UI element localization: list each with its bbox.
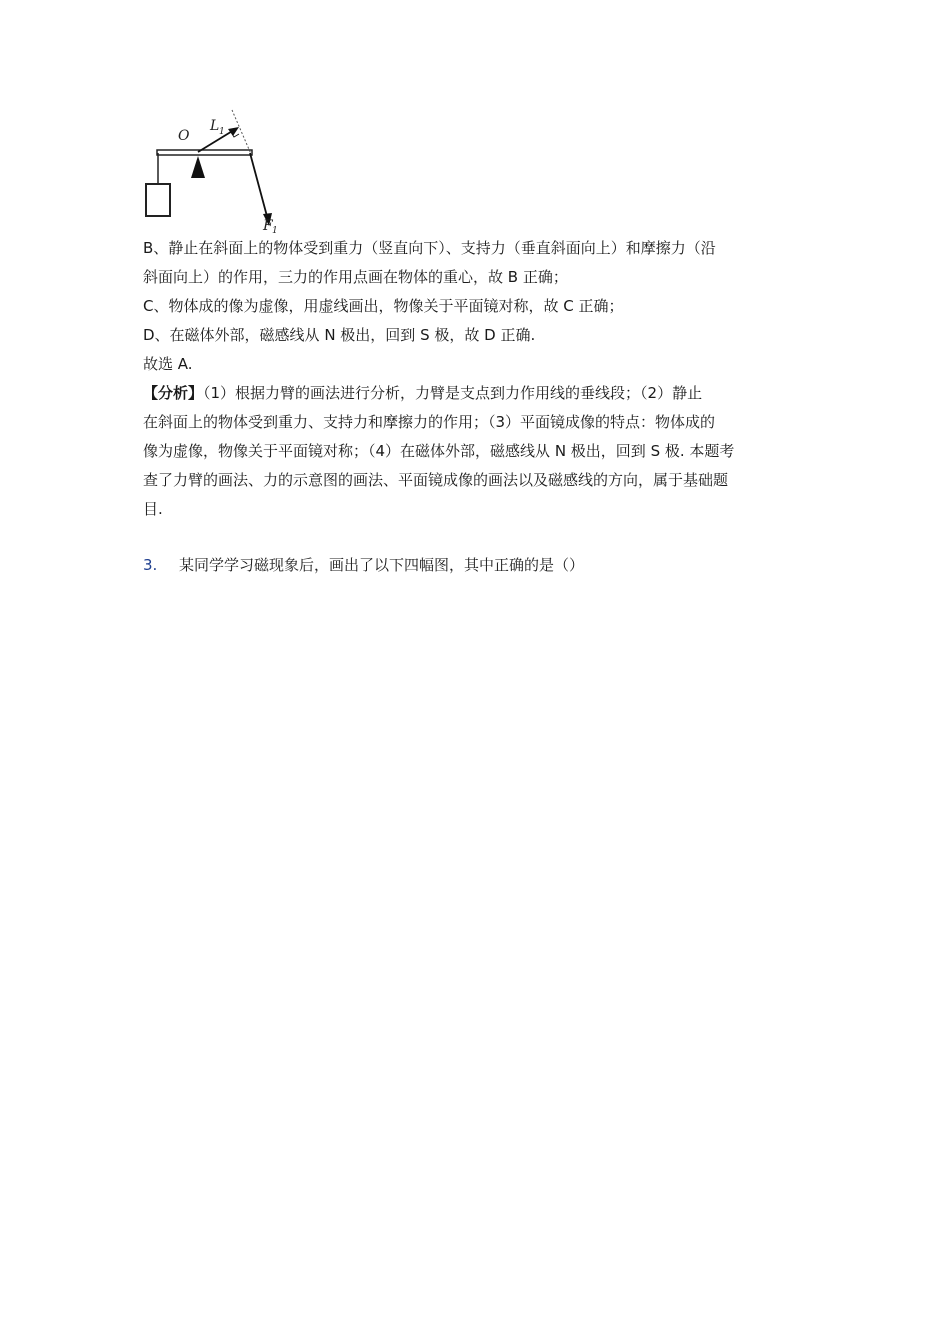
arm-label-subscript: 1 [219,127,225,137]
lever-diagram-svg [140,108,290,234]
question-number: 3. [143,556,158,574]
question-3 [143,552,813,578]
answer-explanation [143,234,813,524]
answer-line: 故选 A. [143,355,193,373]
analysis-section [143,379,813,524]
lever-diagram [140,108,290,234]
force-arrow-shaft [250,153,268,220]
weight-block [146,184,170,216]
question-text: 某同学学习磁现象后，画出了以下四幅图，其中正确的是（） [179,556,585,574]
answer-line: D、在磁体外部，磁感线从 N 极出，回到 S 极，故 D 正确. [143,326,536,344]
analysis-line: 像为虚像，物像关于平面镜对称；（4）在磁体外部，磁感线从 N 极出，回到 S 极. 本题考 [143,442,735,460]
analysis-line: 查了力臂的画法、力的示意图的画法、平面镜成像的画法以及磁感线的方向，属于基础题 [143,471,729,489]
answer-line: B、静止在斜面上的物体受到重力（竖直向下）、支持力（垂直斜面向上）和摩擦力（沿 [143,239,716,257]
arm-label: L [210,118,220,134]
force-label-subscript: 1 [272,226,278,234]
analysis-line: 在斜面上的物体受到重力、支持力和摩擦力的作用；（3）平面镜成像的特点：物体成的 [143,413,716,431]
analysis-tag: 【分析】 [143,384,204,402]
analysis-line [143,379,813,408]
analysis-line: 目. [143,500,163,518]
lever-bar [157,150,252,155]
answer-line: 斜面向上）的作用，三力的作用点画在物体的重心，故 B 正确； [143,268,568,286]
answer-line: C、物体成的像为虚像，用虚线画出，物像关于平面镜对称，故 C 正确； [143,297,624,315]
pivot-label: O [178,128,190,144]
force-label: F [263,218,273,234]
fulcrum-triangle [191,156,205,178]
analysis-text: （1）根据力臂的画法进行分析，力臂是支点到力作用线的垂线段；（2）静止 [203,384,703,402]
